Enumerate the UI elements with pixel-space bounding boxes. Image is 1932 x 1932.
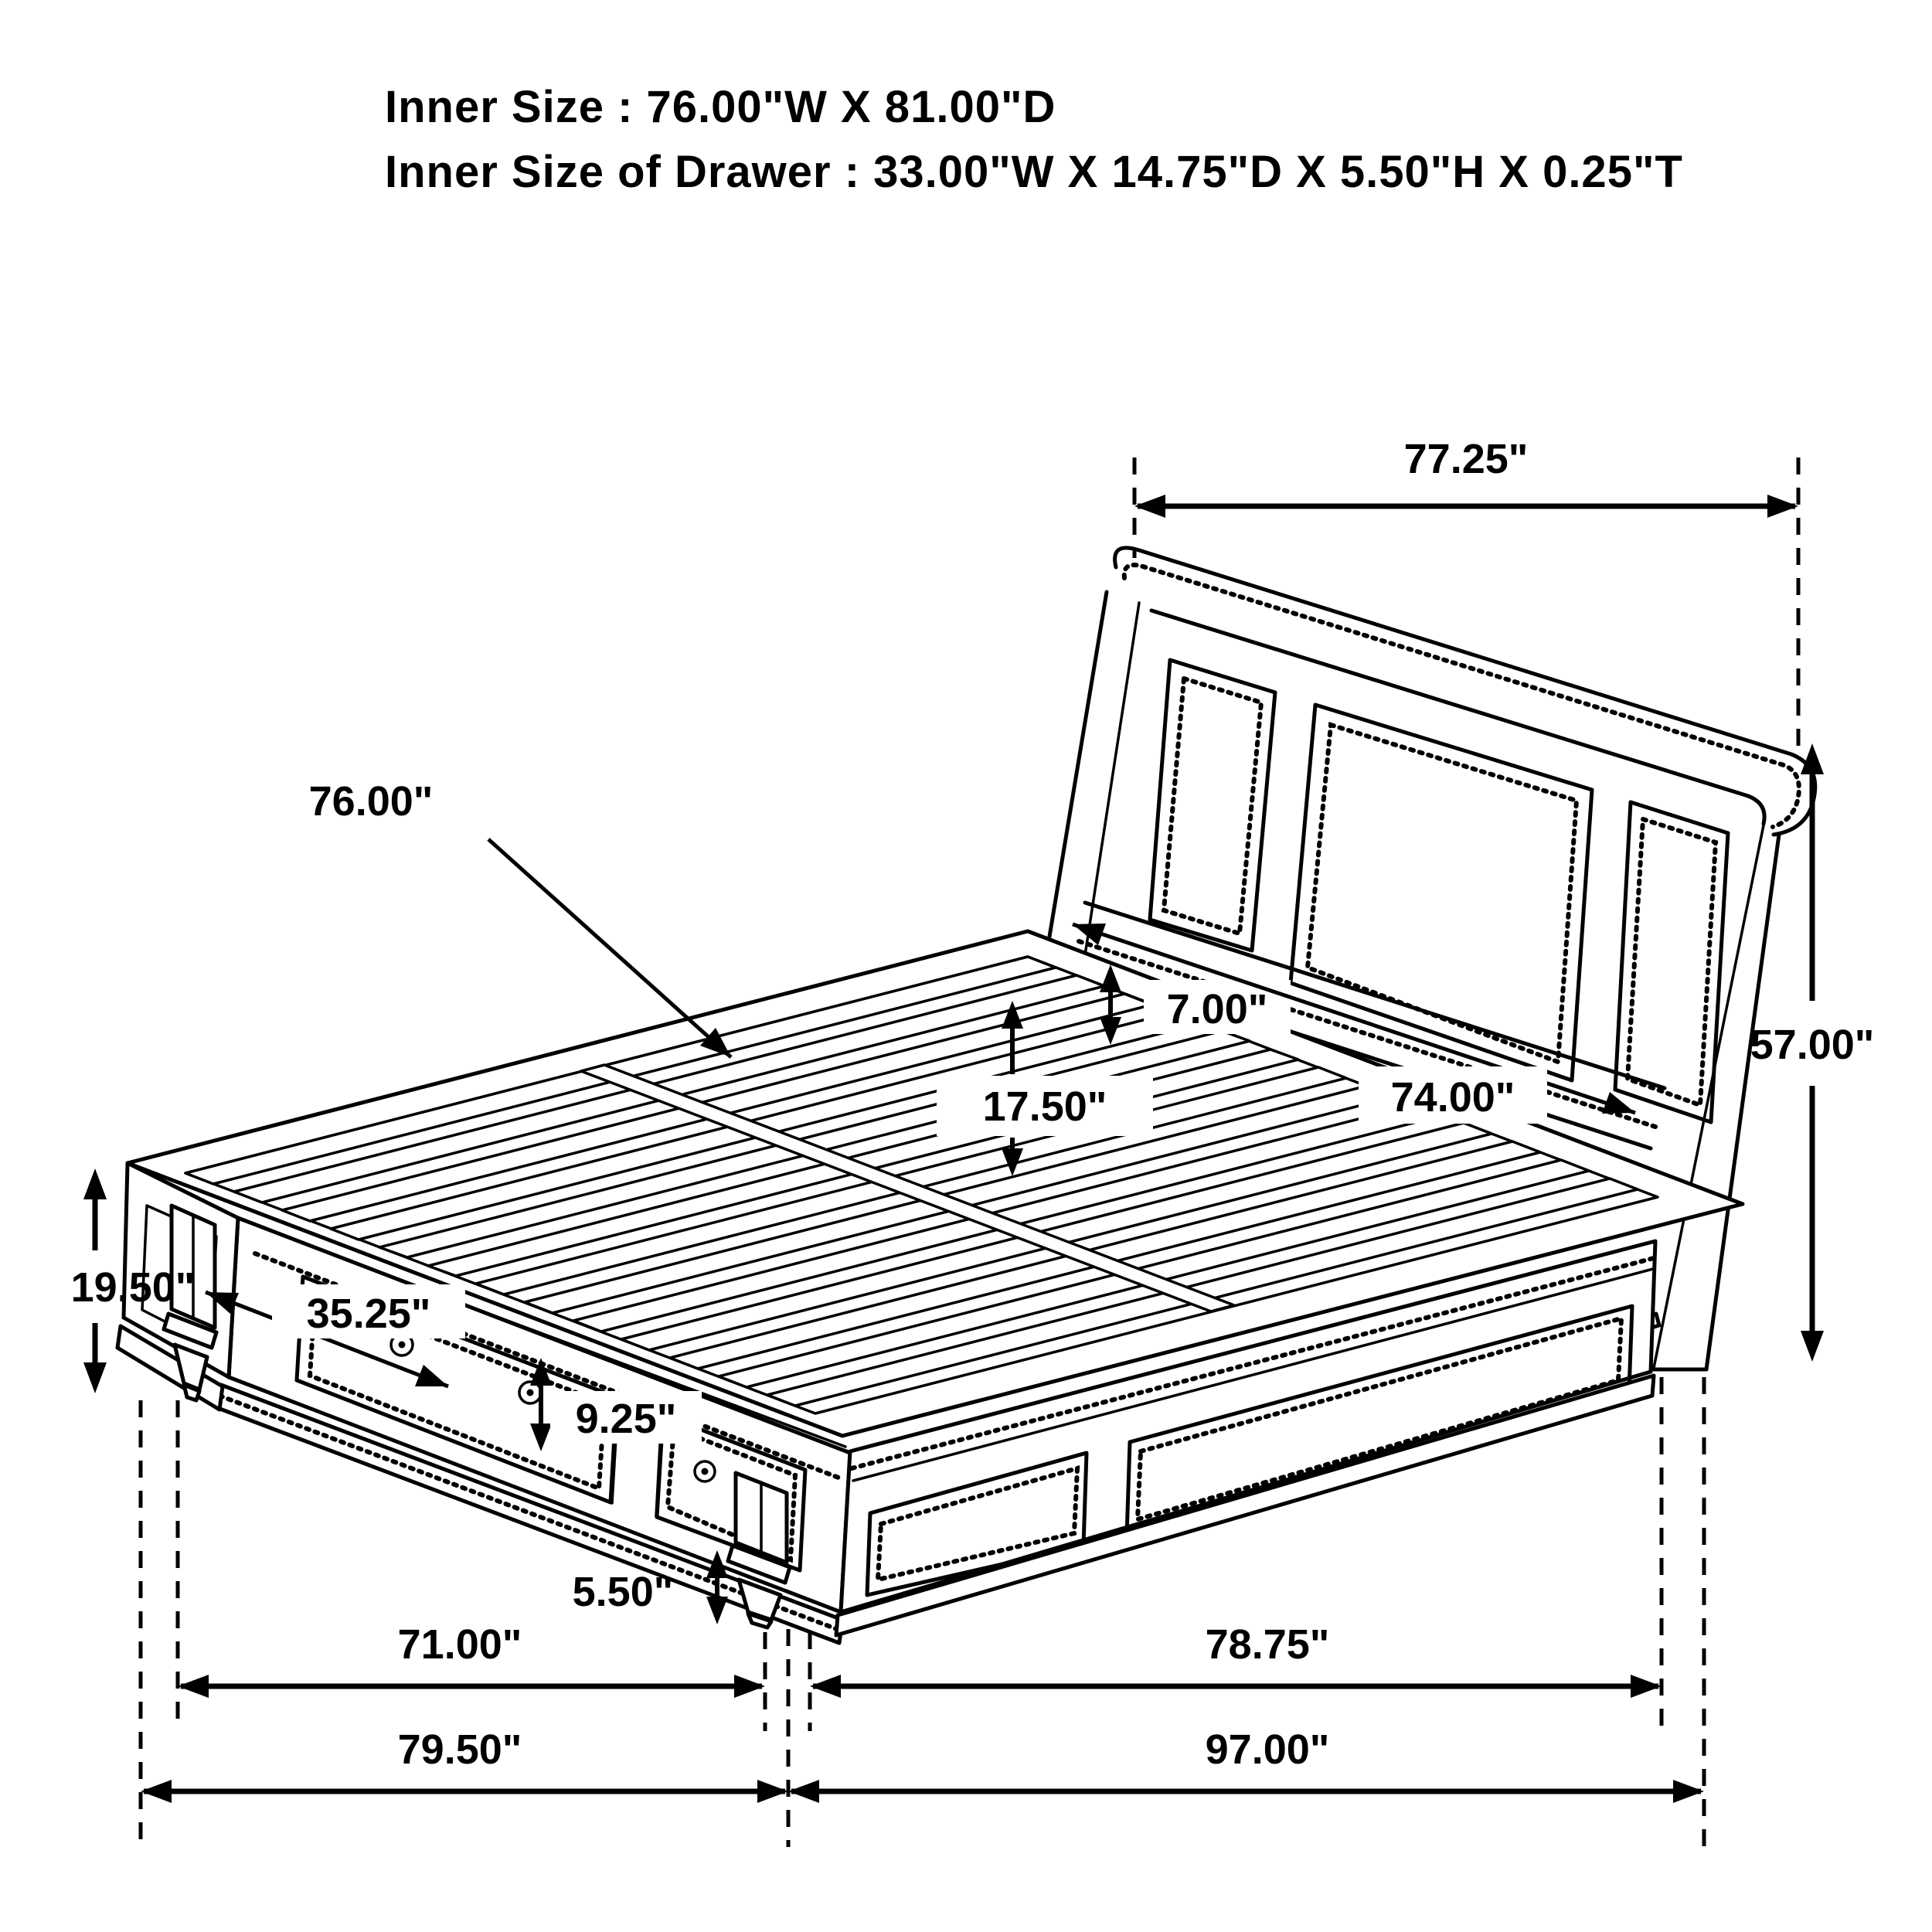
arrowhead (141, 1780, 172, 1803)
dim-label: 78.75" (1205, 1621, 1330, 1668)
arrowhead (757, 1780, 788, 1803)
leader-line (488, 839, 731, 1057)
dim-label: 76.00" (308, 778, 434, 825)
arrowhead (1673, 1780, 1704, 1803)
dim-label: 57.00" (1750, 1022, 1875, 1068)
dim-overall-width (141, 1726, 788, 1803)
drawer-knob-dot (527, 1389, 534, 1396)
drawer-knob-dot (399, 1342, 406, 1349)
title-inner-size: Inner Size : 76.00"W X 81.00"D (385, 82, 1056, 132)
dim-side-inner-length (810, 1621, 1662, 1698)
arrowhead (788, 1780, 819, 1803)
dim-label: 79.50" (397, 1726, 522, 1773)
dim-label: 17.50" (982, 1083, 1107, 1130)
dim-label: 7.00" (1166, 986, 1268, 1032)
arrowhead (178, 1675, 209, 1698)
arrowhead (734, 1675, 765, 1698)
dim-label: 71.00" (397, 1621, 522, 1668)
dim-label: 97.00" (1205, 1726, 1330, 1773)
arrowhead (810, 1675, 841, 1698)
dim-footboard-inner-width (178, 1621, 765, 1698)
drawer-knob-dot (702, 1468, 709, 1475)
dim-slat-width-leader (309, 778, 731, 1057)
arrowhead (83, 1362, 107, 1393)
arrowhead (1801, 1331, 1824, 1362)
dim-headboard-width (1134, 436, 1798, 518)
arrowhead (706, 1597, 728, 1624)
arrowhead (1134, 495, 1165, 518)
dim-label: 19.50" (70, 1264, 196, 1311)
dim-label: 74.00" (1390, 1074, 1515, 1121)
dim-label: 77.25" (1403, 436, 1529, 482)
arrowhead (1631, 1675, 1662, 1698)
arrowhead (83, 1168, 107, 1199)
arrowhead (1767, 495, 1798, 518)
title-block (385, 82, 1683, 197)
dim-overall-length (788, 1726, 1704, 1803)
arrowhead (1801, 743, 1824, 774)
title-drawer-size: Inner Size of Drawer : 33.00"W X 14.75"D X 5.50"H X 0.25"T (385, 147, 1683, 197)
dim-label: 35.25" (306, 1291, 431, 1337)
dim-label: 9.25" (575, 1396, 677, 1442)
dim-label: 5.50" (572, 1569, 674, 1615)
